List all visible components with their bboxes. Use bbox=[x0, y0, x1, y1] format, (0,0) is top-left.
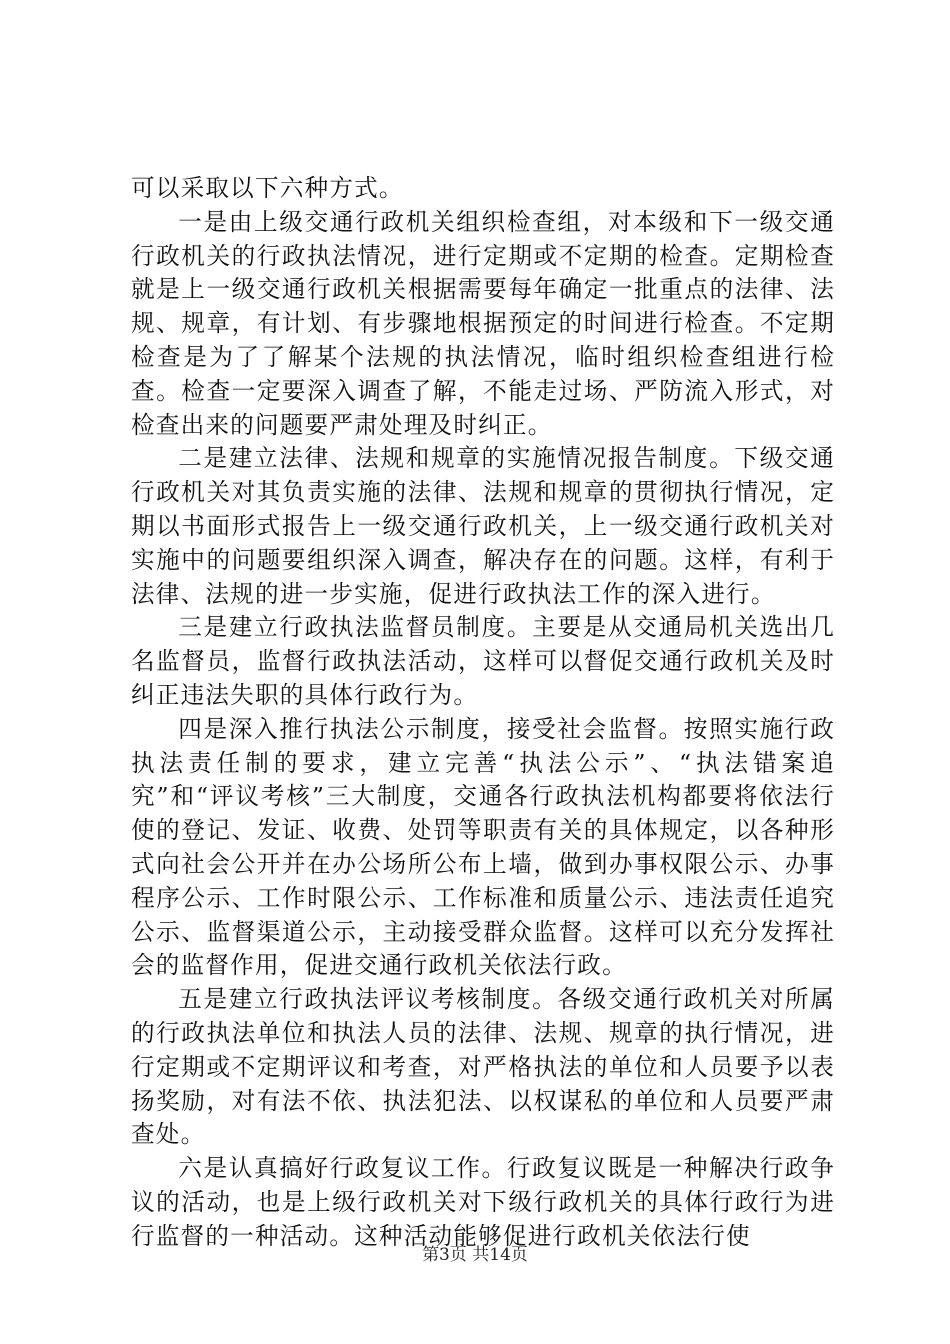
page-footer: 第3页 共14页 bbox=[422, 1245, 528, 1265]
document-body bbox=[131, 172, 835, 1254]
paragraph-method-6: 六是认真搞好行政复议工作。行政复议既是一种解决行政争议的活动，也是上级行政机关对下级行政机关的具体行政行为进行监督的一种活动。这种活动能够促进行政机关依法行使 bbox=[131, 1154, 835, 1250]
paragraph-method-2: 二是建立法律、法规和规章的实施情况报告制度。下级交通行政机关对其负责实施的法律、法规和规章的贯彻执行情况，定期以书面形式报告上一级交通行政机关，上一级交通行政机关对实施中的问题要组织深入调查，解决存在的问题。这样，有利于法律、法规的进一步实施，促进行政执法工作的深入进行。 bbox=[131, 444, 835, 608]
paragraph-method-1: 一是由上级交通行政机关组织检查组，对本级和下一级交通行政机关的行政执法情况，进行定期或不定期的检查。定期检查就是上一级交通行政机关根据需要每年确定一批重点的法律、法规、规章，有计划、有步骤地根据预定的时间进行检查。不定期检查是为了了解某个法规的执法情况，临时组织检查组进行检查。检查一定要深入调查了解，不能走过场、严防流入形式，对检查出来的问题要严肃处理及时纠正。 bbox=[131, 207, 835, 439]
paragraph-method-5: 五是建立行政执法评议考核制度。各级交通行政机关对所属的行政执法单位和执法人员的法律、法规、规章的执行情况，进行定期或不定期评议和考查，对严格执法的单位和人员要予以表扬奖励，对有法不依、执法犯法、以权谋私的单位和人员要严肃查处。 bbox=[131, 985, 835, 1149]
paragraph-method-3: 三是建立行政执法监督员制度。主要是从交通局机关选出几名监督员，监督行政执法活动，这样可以督促交通行政机关及时纠正违法失职的具体行政行为。 bbox=[131, 613, 835, 709]
paragraph-method-4: 四是深入推行执法公示制度，接受社会监督。按照实施行政执法责任制的要求，建立完善“执法公示”、“执法错案追究”和“评议考核”三大制度，交通各行政执法机构都要将依法行使的登记、发证、收费、处罚等职责有关的具体规定，以各种形式向社会公开并在办公场所公布上墙，做到办事权限公示、办事程序公示、工作时限公示、工作标准和质量公示、违法责任追究公示、监督渠道公示，主动接受群众监督。这样可以充分发挥社会的监督作用，促进交通行政机关依法行政。 bbox=[131, 714, 835, 980]
paragraph-intro: 可以采取以下六种方式。 bbox=[131, 174, 404, 202]
